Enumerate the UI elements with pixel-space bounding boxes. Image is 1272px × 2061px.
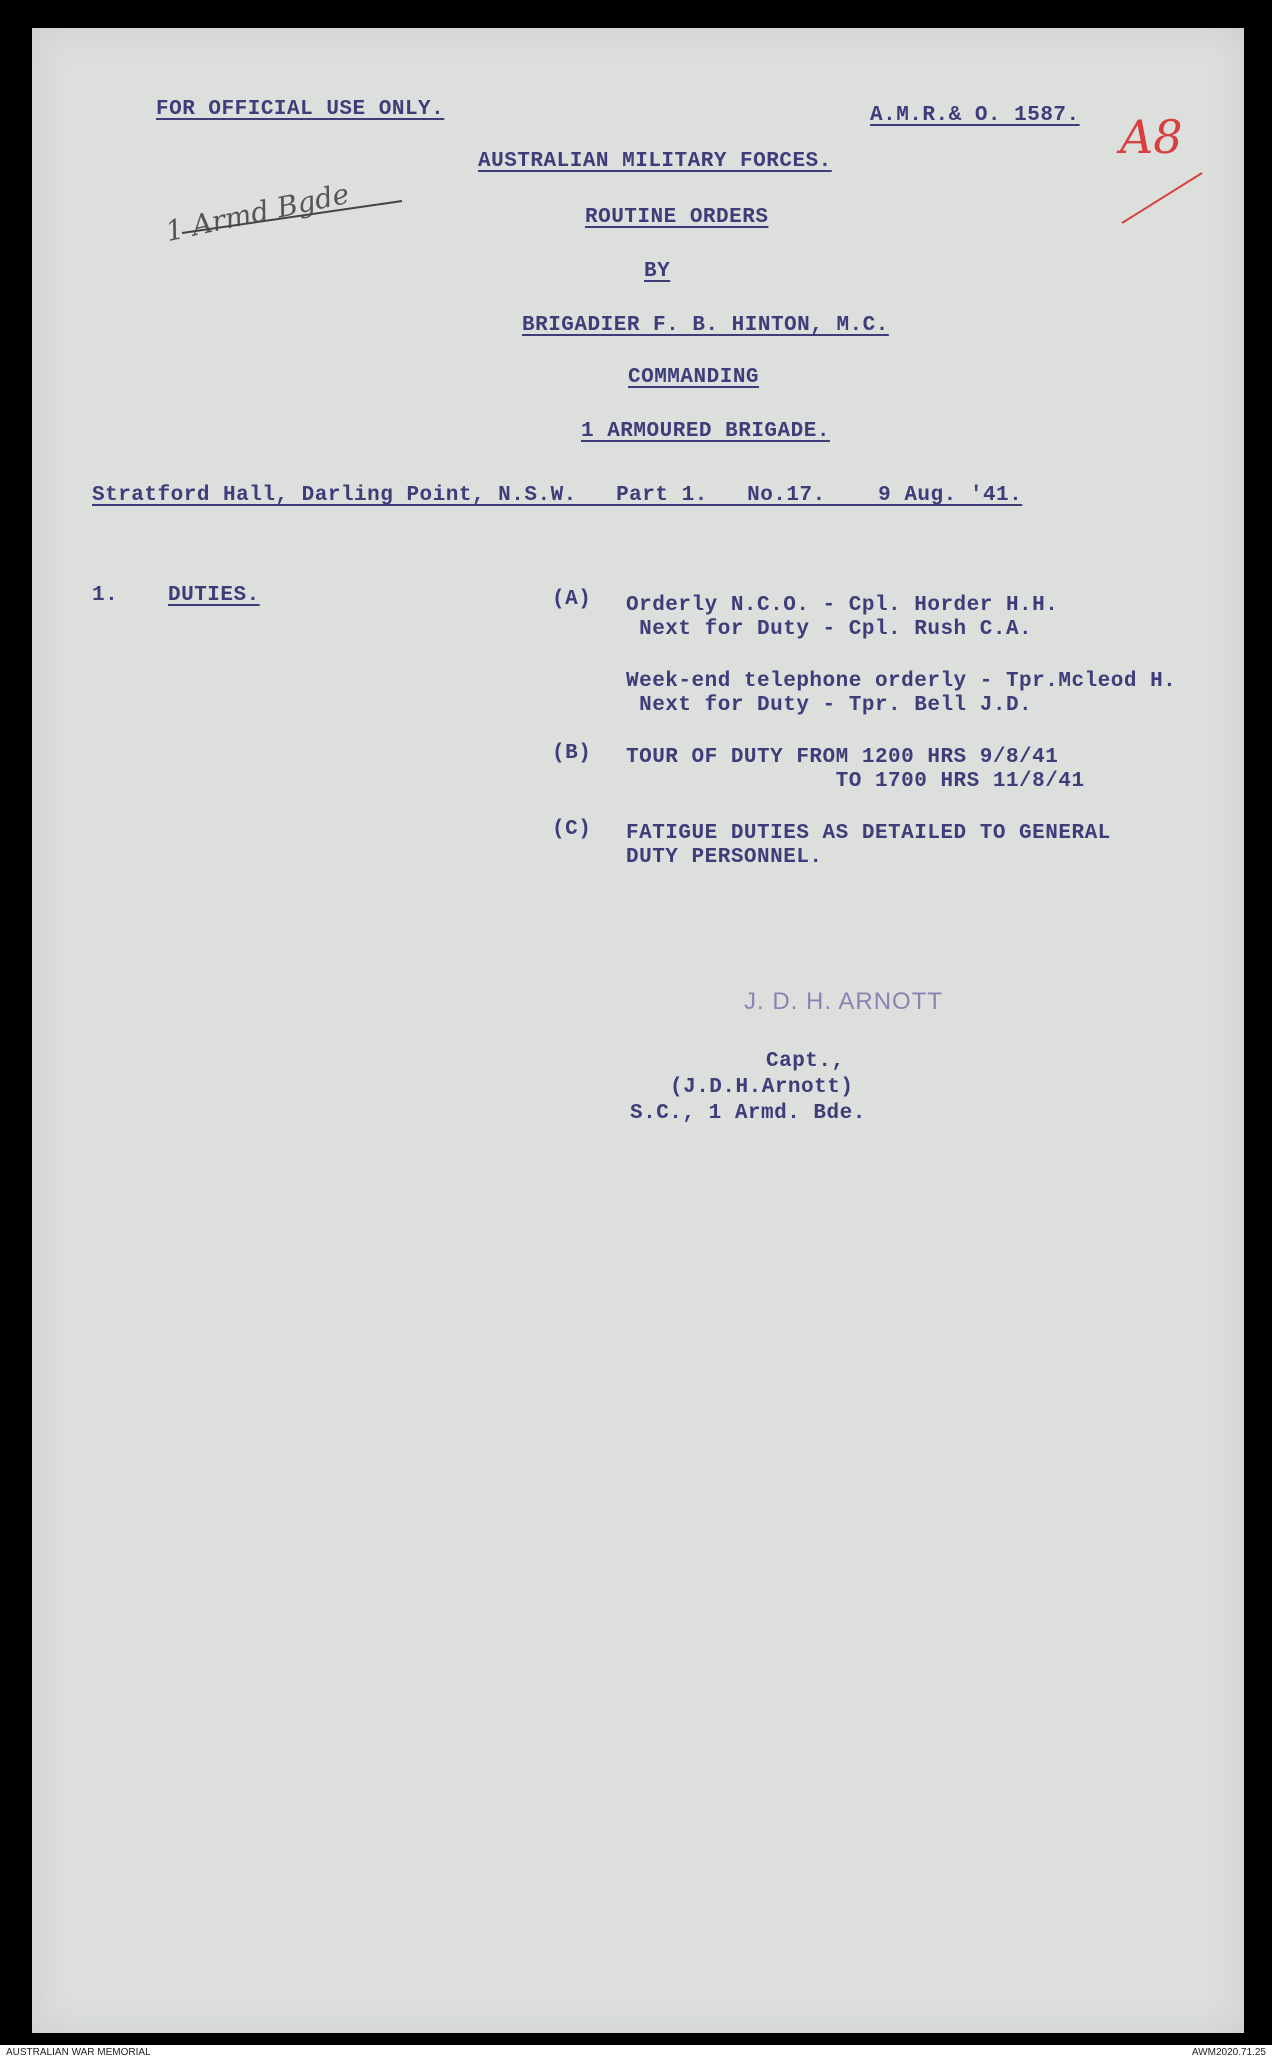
classification-label: FOR OFFICIAL USE ONLY.: [156, 98, 445, 121]
location-date-line: Stratford Hall, Darling Point, N.S.W. Part 1. No.17. 9 Aug. '41.: [92, 484, 1023, 507]
item-b-label: (B): [552, 742, 592, 765]
reference-number: A.M.R.& O. 1587.: [870, 104, 1080, 127]
item-weekend-line-1: Week-end telephone orderly - Tpr.Mcleod H.: [626, 670, 1177, 693]
title-line-2: ROUTINE ORDERS: [585, 206, 769, 229]
title-line-4: BRIGADIER F. B. HINTON, M.C.: [522, 314, 889, 337]
title-line-5: COMMANDING: [628, 366, 760, 389]
item-weekend-line-2: Next for Duty - Tpr. Bell J.D.: [626, 694, 1033, 717]
red-pen-mark: [1117, 168, 1207, 228]
item-a-line-2: Next for Duty - Cpl. Rush C.A.: [626, 618, 1033, 641]
item-c-line-2: DUTY PERSONNEL.: [626, 846, 823, 869]
item-c-line-1: FATIGUE DUTIES AS DETAILED TO GENERAL: [626, 822, 1111, 845]
section-number: 1.: [92, 584, 119, 607]
item-b-line-1: TOUR OF DUTY FROM 1200 HRS 9/8/41: [626, 746, 1059, 769]
item-a-line-1: Orderly N.C.O. - Cpl. Horder H.H.: [626, 594, 1059, 617]
item-a-label: (A): [552, 588, 592, 611]
section-heading: DUTIES.: [168, 584, 260, 607]
strike-through-mark: [172, 193, 412, 253]
signatory-appointment: S.C., 1 Armd. Bde.: [630, 1102, 866, 1125]
item-b-line-2: TO 1700 HRS 11/8/41: [626, 770, 1085, 793]
footer-institution: AUSTRALIAN WAR MEMORIAL: [6, 2047, 151, 2058]
signature-stamp: J. D. H. ARNOTT: [744, 988, 944, 1015]
signatory-rank: Capt.,: [766, 1050, 845, 1073]
item-c-label: (C): [552, 818, 592, 841]
title-line-1: AUSTRALIAN MILITARY FORCES.: [478, 150, 832, 173]
signatory-name: (J.D.H.Arnott): [670, 1076, 854, 1099]
handwritten-reference: A8: [1120, 110, 1183, 164]
title-line-6: 1 ARMOURED BRIGADE.: [581, 420, 830, 443]
title-line-3: BY: [644, 260, 671, 283]
handwritten-annotation: 1 Armd Bgde: [162, 176, 353, 249]
document-page: [32, 28, 1244, 2033]
archive-footer: [0, 2045, 1272, 2061]
footer-accession-number: AWM2020.71.25: [1191, 2047, 1266, 2058]
